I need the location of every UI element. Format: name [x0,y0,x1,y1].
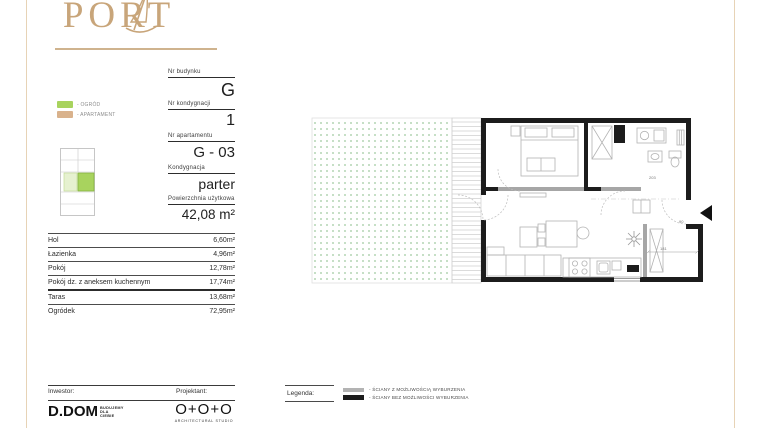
wardrobe-bathroom [592,126,612,159]
dimension-lines [647,251,699,254]
footer-divider-top [48,385,235,386]
field-value: parter [198,176,235,192]
sink [597,261,610,274]
field-value: 1 [226,112,235,129]
room-name: Łazienka [48,251,77,258]
room-name: Pokój [48,265,66,272]
field-value: 42,08 m² [181,207,235,222]
entrance-arrow-icon [700,205,712,221]
building-locator-map [58,146,112,218]
brand-logo [35,0,203,37]
dimension-text: 203 [649,175,656,180]
bed [521,126,578,176]
field-rule [168,173,235,174]
plan-legend-item-black [343,395,469,400]
black-wall-label: - ŚCIANY BEZ MOŻLIWOŚCI WYBURZENIA [369,395,469,400]
unit-legend-apartment [57,111,116,118]
floor-plan [300,100,760,300]
room-area: 6,60m² [213,237,235,244]
field-label: Powierzchnia użytkowa [168,196,235,202]
garden-label: - OGRÓD [77,101,101,108]
field-label: Nr apartamentu [168,133,213,139]
dimension-text: 181 [660,246,667,251]
designer-logo [173,402,235,423]
room-area: 13,68m² [209,294,235,301]
toilet [669,151,681,167]
tagline-line: DLA [100,410,109,414]
apartment-label: - APARTAMENT [77,111,116,118]
table-row [48,304,235,318]
plan-legend [343,387,469,403]
washing-machine [637,128,666,143]
designer-label: Projektant: [176,388,208,395]
black-wall-swatch [343,395,364,400]
bathroom-door-arc [601,191,625,215]
field-rule [168,77,235,78]
tagline-line: BUDUJEMY [100,406,124,410]
apartment-swatch [57,111,73,118]
radiator [677,130,684,145]
room-area: 17,74m² [209,279,235,286]
table-row [48,289,235,304]
field-storey-no [168,100,235,130]
garden-area [312,118,452,283]
ceiling-light-icon [626,231,642,247]
tagline-line: CIEBIE [100,414,115,418]
room-area: 4,96m² [213,251,235,258]
terrace-door-arc-inner [483,195,508,220]
designer-logo-text: O+O+O [175,401,233,418]
field-rule [168,141,235,142]
bedroom-label-box [527,158,555,171]
investor-tagline [100,406,124,418]
shelf [520,193,546,197]
field-building-no [168,68,235,101]
field-label: Kondygnacja [168,165,205,171]
field-label: Nr kondygnacji [168,101,211,107]
nightstand [511,126,520,136]
table-row [48,247,235,261]
hall-label-box [633,200,650,213]
locator-unit-highlight [78,173,94,191]
dining-table [538,221,589,247]
plan-legend-title: Legenda: [285,385,334,402]
washbasin [648,151,662,162]
field-apartment-no [168,132,235,161]
gray-wall-label: - ŚCIANY Z MOŻLIWOŚCIĄ WYBURZENIA [369,387,466,392]
room-name: Pokój dz. z aneksem kuchennym [48,279,151,286]
stove [569,258,590,277]
room-name: Taras [48,294,66,301]
coffee-table [520,227,537,247]
dimension-labels [649,175,684,251]
room-name: Ogródek [48,308,75,315]
dimension-text: 90 [679,219,684,224]
logo-divider [55,48,217,50]
sailboat-icon [123,0,159,40]
table-row [48,275,235,289]
investor-logo [48,404,124,419]
field-usable-area [168,195,235,222]
field-label: Nr budynku [168,69,201,75]
garden-swatch [57,101,73,108]
investor-logo-text: D.DOM [48,403,98,420]
unit-legend [57,101,116,121]
page-edge-line-left [26,0,27,428]
sofa [487,247,561,276]
field-rule [168,109,235,110]
room-table [48,233,235,318]
designer-logo-subtitle: ARCHITECTURAL STUDIO [174,419,234,423]
gray-wall-swatch [343,388,364,392]
field-rule [168,204,235,205]
room-area: 72,95m² [209,308,235,315]
field-floor [168,164,235,192]
locator-garden [64,173,77,191]
table-row [48,233,235,247]
table-row [48,261,235,275]
unit-legend-garden [57,101,116,108]
room-area: 12,78m² [209,265,235,272]
kitchen-cabinet [612,261,621,270]
field-value: G - 03 [193,144,235,161]
room-name: Hol [48,237,59,244]
plan-legend-item-gray [343,387,469,392]
terrace-area [452,118,481,283]
field-value: G [220,80,235,100]
brand-logo-text: PORT [62,0,176,36]
investor-label: Inwestor: [48,388,75,395]
kitchen-window [614,277,640,282]
